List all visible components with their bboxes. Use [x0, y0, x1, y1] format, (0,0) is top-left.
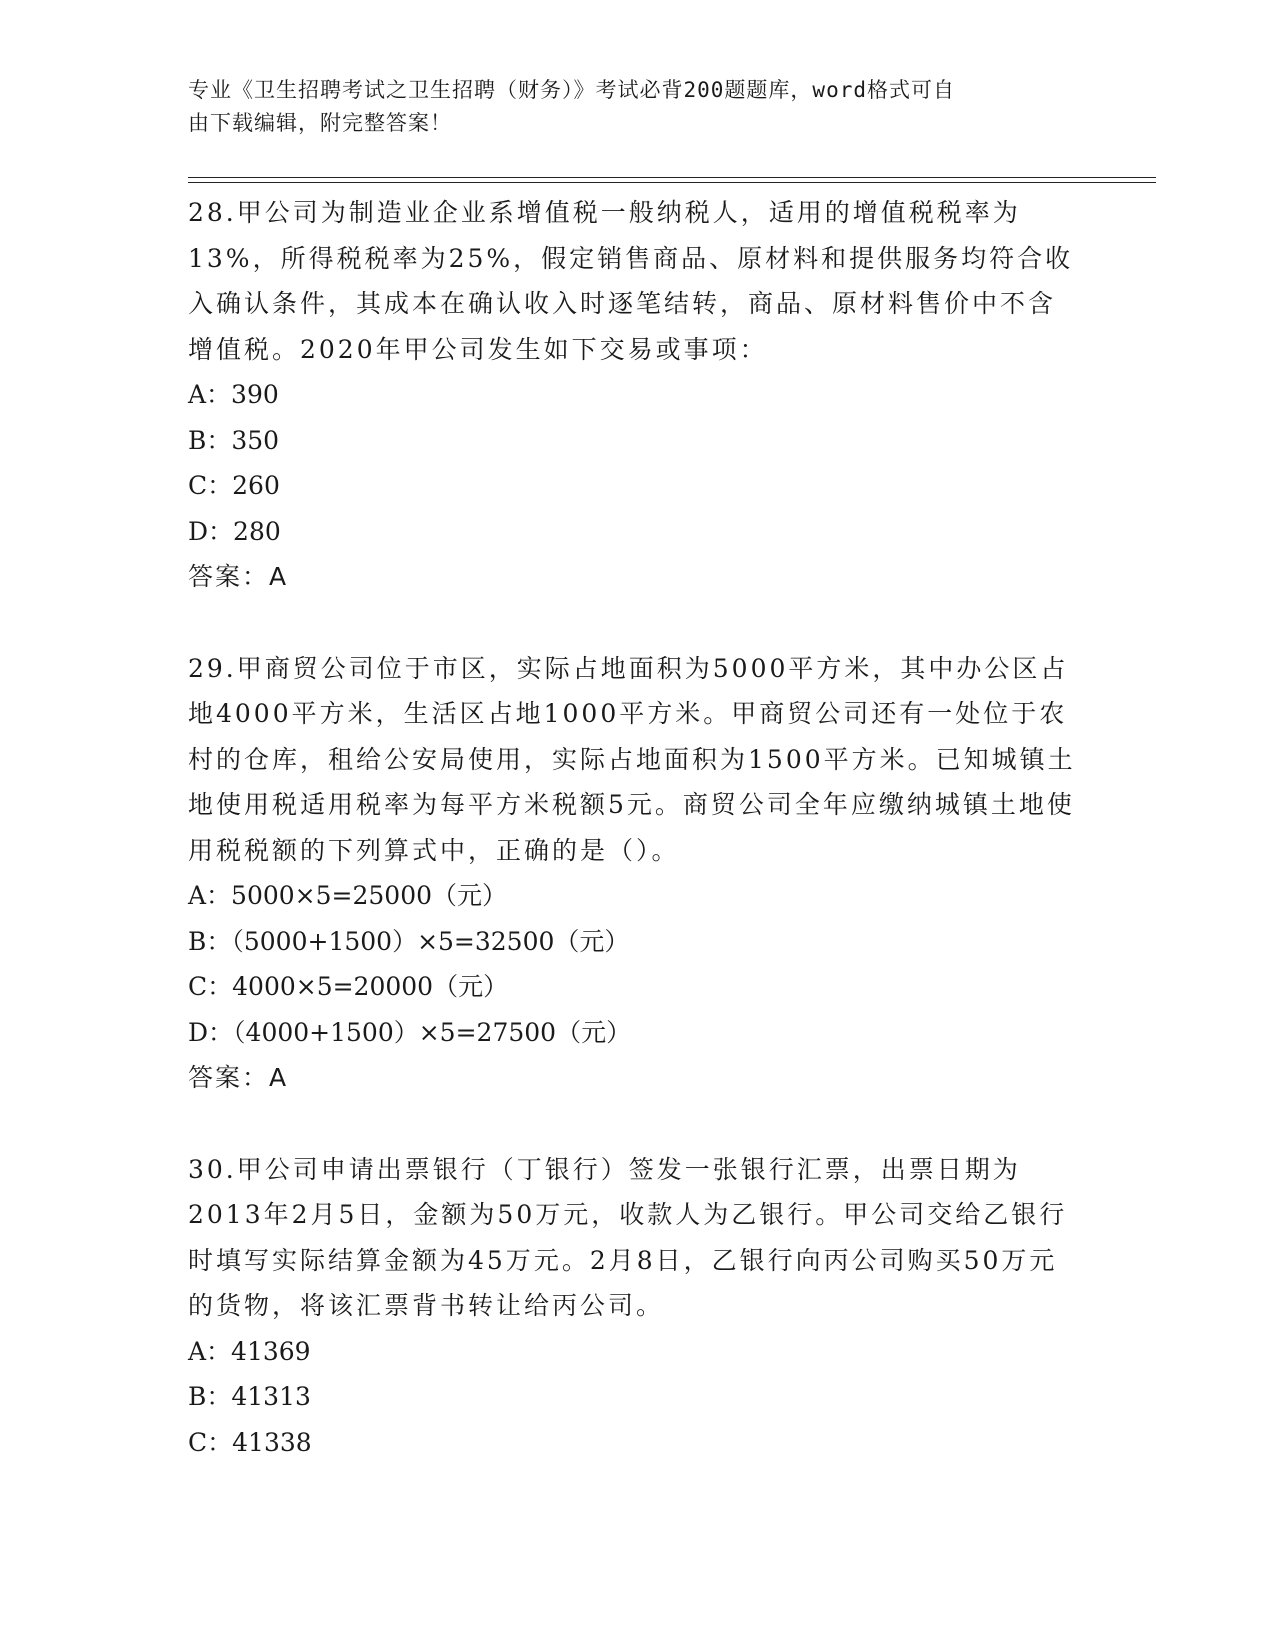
header-divider-top — [188, 177, 1156, 178]
answer-label: 答案：A — [188, 562, 289, 591]
header-line-1: 专业《卫生招聘考试之卫生招聘（财务）》考试必背200题题库，word格式可自 — [188, 78, 955, 102]
option-d: D：280 — [188, 516, 281, 546]
option-c: C：260 — [188, 471, 280, 500]
option-a: A：41369 — [188, 1336, 311, 1366]
question-spacer — [188, 600, 1088, 646]
document-header — [188, 74, 1068, 140]
option-a: A：5000×5=25000（元） — [188, 881, 508, 910]
option-b: B：350 — [188, 425, 280, 455]
option-b: B：41313 — [188, 1382, 311, 1411]
question-30 — [188, 1147, 1088, 1466]
header-line-2: 由下载编辑，附完整答案！ — [188, 111, 452, 135]
question-29 — [188, 646, 1088, 1101]
header-divider-bottom — [188, 182, 1156, 183]
option-c: C：4000×5=20000（元） — [188, 972, 509, 1001]
question-list — [188, 190, 1088, 1465]
question-text: 28.甲公司为制造业企业系增值税一般纳税人，适用的增值税税率为13%，所得税税率为25%，假定销售商品、原材料和提供服务均符合收入确认条件，其成本在确认收入时逐笔结转，商品、原材料售价中不含增值税。2020年甲公司发生如下交易或事项： — [188, 198, 1074, 364]
answer-label: 答案：A — [188, 1063, 289, 1092]
question-text: 30.甲公司申请出票银行（丁银行）签发一张银行汇票，出票日期为2013年2月5日，金额为50万元，收款人为乙银行。甲公司交给乙银行时填写实际结算金额为45万元。2月8日，乙银行向丙公司购买50万元的货物，将该汇票背书转让给丙公司。 — [188, 1154, 1068, 1320]
question-28 — [188, 190, 1088, 600]
option-d: D：（4000+1500）×5=27500（元） — [188, 1017, 632, 1047]
option-c: C：41338 — [188, 1427, 312, 1457]
option-a: A：390 — [188, 380, 279, 409]
question-spacer — [188, 1101, 1088, 1147]
option-b: B：（5000+1500）×5=32500（元） — [188, 926, 630, 956]
question-text: 29.甲商贸公司位于市区，实际占地面积为5000平方米，其中办公区占地4000平方米，生活区占地1000平方米。甲商贸公司还有一处位于农村的仓库，租给公安局使用，实际占地面积为1500平方米。已知城镇土地使用税适用税率为每平方米税额5元。商贸公司全年应缴纳城镇土地使用税税额的下列算式中，正确的是（）。 — [188, 653, 1076, 865]
